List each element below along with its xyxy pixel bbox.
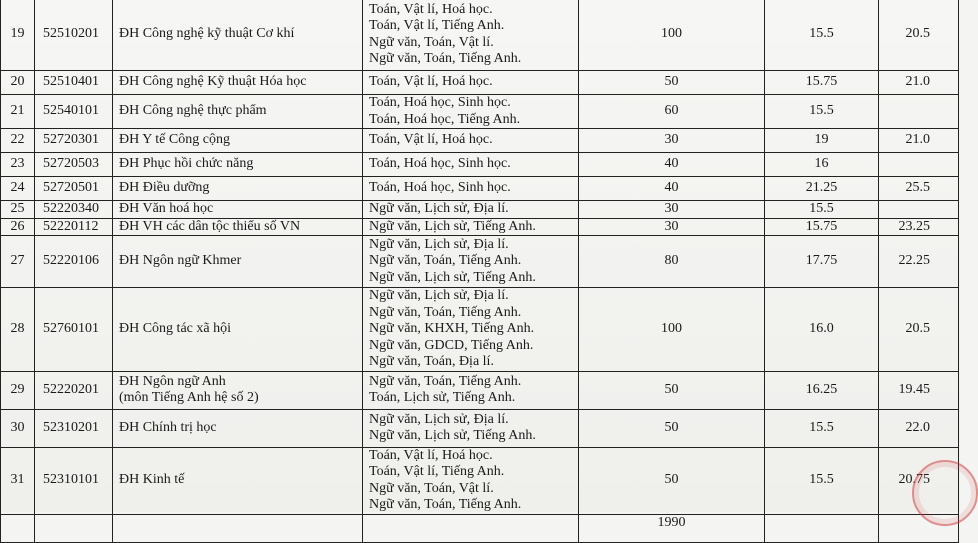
major-code: 52510201 <box>35 0 113 71</box>
row-number: 30 <box>1 409 35 447</box>
major-name <box>113 129 363 153</box>
table-row <box>1 71 959 95</box>
subject-combination: Ngữ văn, Toán, Tiếng Anh. <box>369 373 522 389</box>
score-1: 15.75 <box>765 71 879 95</box>
score-1: 15.5 <box>765 0 879 71</box>
table-row <box>1 447 959 514</box>
score-2: 19.45 <box>879 371 959 409</box>
subject-combinations <box>363 409 579 447</box>
quota: 100 <box>579 288 765 372</box>
score-2: 21.0 <box>879 71 959 95</box>
major-name <box>113 0 363 71</box>
major-code: 52720501 <box>35 177 113 201</box>
major-name-line: (môn Tiếng Anh hệ số 2) <box>119 390 259 405</box>
row-number: 22 <box>1 129 35 153</box>
major-name-line: ĐH Văn hoá học <box>119 201 214 216</box>
subject-combination: Ngữ văn, Lịch sử, Tiếng Anh. <box>369 428 536 443</box>
subject-combination: Toán, Vật lí, Tiếng Anh. <box>369 464 505 479</box>
subject-combination: Toán, Hoá học, Sinh học. <box>369 156 511 172</box>
major-name-line: ĐH Y tế Công cộng <box>119 132 230 148</box>
score-1: 16 <box>765 153 879 177</box>
major-code: 52310201 <box>35 409 113 447</box>
subject-combination: Ngữ văn, Toán, Tiếng Anh. <box>369 497 522 512</box>
major-name-line: ĐH Công tác xã hội <box>119 321 231 336</box>
major-name <box>113 409 363 447</box>
major-code: 52220112 <box>35 218 113 236</box>
table-row <box>1 371 959 409</box>
major-name-line: ĐH Công nghệ thực phẩm <box>119 103 267 119</box>
major-name-line: ĐH Ngôn ngữ Anh <box>119 373 226 389</box>
major-code: 52720503 <box>35 153 113 177</box>
score-2: 23.25 <box>879 218 959 236</box>
subject-combinations <box>363 236 579 288</box>
quota: 50 <box>579 409 765 447</box>
empty-cell <box>1 514 35 542</box>
major-code: 52220106 <box>35 236 113 288</box>
score-2: 22.25 <box>879 236 959 288</box>
subject-combination: Toán, Vật lí, Hoá học. <box>369 447 493 463</box>
table-body <box>1 0 959 542</box>
subject-combination: Toán, Vật lí, Hoá học. <box>369 1 493 17</box>
subject-combination: Ngữ văn, Lịch sử, Địa lí. <box>369 411 509 427</box>
score-2: 22.0 <box>879 409 959 447</box>
subject-combination: Ngữ văn, Toán, Vật lí. <box>369 480 494 496</box>
major-name <box>113 95 363 129</box>
subject-combination: Toán, Hoá học, Sinh học. <box>369 180 511 196</box>
subject-combination: Ngữ văn, KHXH, Tiếng Anh. <box>369 321 535 336</box>
empty-cell <box>765 514 879 542</box>
major-name-line: ĐH Phục hồi chức năng <box>119 156 254 172</box>
subject-combinations <box>363 201 579 219</box>
row-number: 26 <box>1 218 35 236</box>
major-name-line: ĐH Ngôn ngữ Khmer <box>119 253 242 269</box>
table-row <box>1 409 959 447</box>
subject-combination: Ngữ văn, GDCD, Tiếng Anh. <box>369 337 534 353</box>
subject-combination: Ngữ văn, Toán, Vật lí. <box>369 34 494 50</box>
score-1: 16.25 <box>765 371 879 409</box>
score-2: 20.75 <box>879 447 959 514</box>
major-name <box>113 201 363 219</box>
quota: 100 <box>579 0 765 71</box>
quota: 60 <box>579 95 765 129</box>
subject-combination: Ngữ văn, Toán, Tiếng Anh. <box>369 51 522 66</box>
subject-combinations <box>363 218 579 236</box>
score-1: 15.5 <box>765 409 879 447</box>
score-2: 20.5 <box>879 288 959 372</box>
quota: 30 <box>579 218 765 236</box>
score-1: 15.5 <box>765 201 879 219</box>
major-name <box>113 153 363 177</box>
quota: 80 <box>579 236 765 288</box>
major-name-line: ĐH VH các dân tộc thiểu số VN <box>119 218 301 234</box>
quota: 30 <box>579 201 765 219</box>
score-2 <box>879 153 959 177</box>
subject-combinations <box>363 153 579 177</box>
major-name <box>113 71 363 95</box>
row-number: 19 <box>1 0 35 71</box>
subject-combination: Toán, Vật lí, Hoá học. <box>369 132 493 148</box>
row-number: 28 <box>1 288 35 372</box>
score-1: 15.75 <box>765 218 879 236</box>
score-2 <box>879 201 959 219</box>
subject-combinations <box>363 71 579 95</box>
score-1: 15.5 <box>765 447 879 514</box>
subject-combination: Ngữ văn, Lịch sử, Địa lí. <box>369 201 509 216</box>
major-name <box>113 218 363 236</box>
score-1: 15.5 <box>765 95 879 129</box>
row-number: 27 <box>1 236 35 288</box>
table-row <box>1 95 959 129</box>
table-row <box>1 0 959 71</box>
total-row <box>1 514 959 542</box>
major-code: 52760101 <box>35 288 113 372</box>
major-name <box>113 447 363 514</box>
row-number: 20 <box>1 71 35 95</box>
empty-cell <box>113 514 363 542</box>
score-2: 25.5 <box>879 177 959 201</box>
subject-combination: Toán, Hoá học, Sinh học. <box>369 95 511 110</box>
table-row <box>1 129 959 153</box>
subject-combinations <box>363 0 579 71</box>
score-1: 16.0 <box>765 288 879 372</box>
table-row <box>1 236 959 288</box>
major-code: 52220340 <box>35 201 113 219</box>
quota: 50 <box>579 371 765 409</box>
major-code: 52510401 <box>35 71 113 95</box>
table-row <box>1 177 959 201</box>
score-2: 20.5 <box>879 0 959 71</box>
quota: 40 <box>579 153 765 177</box>
major-name <box>113 371 363 409</box>
subject-combination: Ngữ văn, Toán, Địa lí. <box>369 354 494 369</box>
row-number: 21 <box>1 95 35 129</box>
subject-combinations <box>363 371 579 409</box>
subject-combination: Ngữ văn, Lịch sử, Tiếng Anh. <box>369 218 536 234</box>
major-name <box>113 236 363 288</box>
table-row <box>1 153 959 177</box>
subject-combination: Toán, Vật lí, Hoá học. <box>369 74 493 90</box>
subject-combination: Toán, Lịch sử, Tiếng Anh. <box>369 390 516 405</box>
score-2: 21.0 <box>879 129 959 153</box>
major-code: 52720301 <box>35 129 113 153</box>
major-name <box>113 288 363 372</box>
score-1: 21.25 <box>765 177 879 201</box>
major-name-line: ĐH Công nghệ Kỹ thuật Hóa học <box>119 74 307 90</box>
row-number: 31 <box>1 447 35 514</box>
row-number: 25 <box>1 201 35 219</box>
major-name-line: ĐH Điều dưỡng <box>119 180 210 196</box>
table-row <box>1 201 959 219</box>
quota: 50 <box>579 71 765 95</box>
subject-combination: Ngữ văn, Lịch sử, Tiếng Anh. <box>369 269 536 285</box>
major-code: 52540101 <box>35 95 113 129</box>
subject-combination: Ngữ văn, Toán, Tiếng Anh. <box>369 304 522 320</box>
table-row <box>1 288 959 372</box>
subject-combinations <box>363 95 579 129</box>
subject-combination: Toán, Hoá học, Tiếng Anh. <box>369 111 521 127</box>
empty-cell <box>363 514 579 542</box>
quota: 50 <box>579 447 765 514</box>
subject-combinations <box>363 288 579 372</box>
subject-combination: Ngữ văn, Toán, Tiếng Anh. <box>369 253 522 269</box>
row-number: 23 <box>1 153 35 177</box>
table-row <box>1 218 959 236</box>
red-seal-stamp <box>912 460 978 526</box>
subject-combinations <box>363 177 579 201</box>
empty-cell <box>35 514 113 542</box>
total-quota: 1990 <box>579 514 765 542</box>
score-2 <box>879 95 959 129</box>
subject-combination: Ngữ văn, Lịch sử, Địa lí. <box>369 236 509 252</box>
row-number: 24 <box>1 177 35 201</box>
subject-combination: Toán, Vật lí, Tiếng Anh. <box>369 18 505 33</box>
major-code: 52220201 <box>35 371 113 409</box>
score-1: 17.75 <box>765 236 879 288</box>
major-code: 52310101 <box>35 447 113 514</box>
subject-combinations <box>363 129 579 153</box>
quota: 30 <box>579 129 765 153</box>
major-name <box>113 177 363 201</box>
major-name-line: ĐH Công nghệ kỹ thuật Cơ khí <box>119 26 295 42</box>
subject-combinations <box>363 447 579 514</box>
subject-combination: Ngữ văn, Lịch sử, Địa lí. <box>369 288 509 303</box>
quota: 40 <box>579 177 765 201</box>
row-number: 29 <box>1 371 35 409</box>
major-name-line: ĐH Chính trị học <box>119 419 217 435</box>
score-1: 19 <box>765 129 879 153</box>
major-name-line: ĐH Kinh tế <box>119 472 185 488</box>
